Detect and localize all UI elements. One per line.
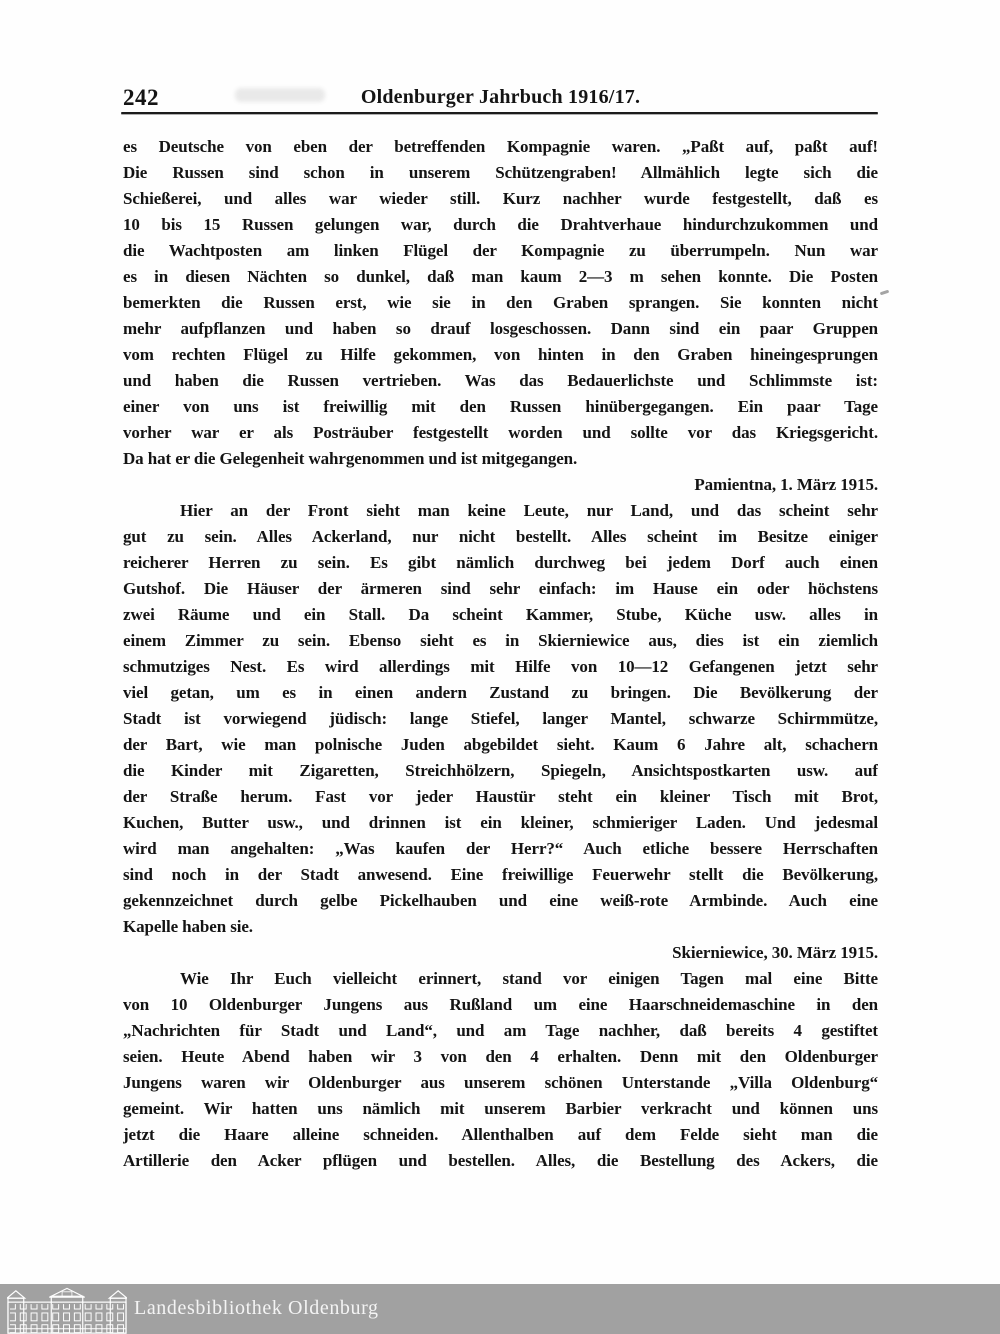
text-line: die Kinder mit Zigaretten, Streichhölzern, Spiegeln, Ansichtspostkarten usw. auf (123, 761, 878, 780)
scan-smudge-artifact (235, 88, 325, 102)
text-line: 10 bis 15 Russen gelungen war, durch die Drahtverhaue hindurchzukommen und (123, 215, 878, 234)
text-line: Da hat er die Gelegenheit wahrgenommen und ist mitgegangen. (123, 449, 578, 468)
text-line: Jungens waren wir Oldenburger aus unserem schönen Unterstande „Villa Oldenburg“ (123, 1073, 878, 1092)
text-line: gemeint. Wir hatten uns nämlich mit unserem Barbier verkracht und können uns (123, 1099, 878, 1118)
text-line: und haben die Russen vertrieben. Was das Bedauerlichste und Schlimmste ist: (123, 371, 878, 390)
text-line: mehr aufpflanzen und haben so drauf losgeschossen. Dann sind ein paar Gruppen (123, 319, 878, 338)
text-line: bemerkten die Russen erst, wie sie in den Graben sprangen. Sie konnten nicht (123, 293, 878, 312)
text-line: „Nachrichten für Stadt und Land“, und am Tage nachher, daß bereits 4 gestiftet (123, 1021, 878, 1040)
text-line: schmutziges Nest. Es wird allerdings mit Hilfe von 10—12 Gefangenen jetzt sehr (123, 657, 878, 676)
text-line: sind noch in der Stadt anwesend. Eine freiwillige Feuerwehr stellt die Bevölkerung, (123, 865, 878, 884)
text-line: jetzt die Haare alleine schneiden. Allenthalben auf dem Felde sieht man die (123, 1125, 878, 1144)
text-line: vom rechten Flügel zu Hilfe gekommen, von hinten in den Graben hineingesprungen (123, 345, 878, 364)
text-line: gut zu sein. Alles Ackerland, nur nicht bestellt. Alles scheint im Besitze einiger (123, 527, 878, 546)
text-line: zwei Räume und ein Stall. Da scheint Kammer, Stube, Küche usw. alles in (123, 605, 878, 624)
text-line: Stadt ist vorwiegend jüdisch: lange Stiefel, langer Mantel, schwarze Schirmmütze, (123, 709, 878, 728)
text-line: Pamientna, 1. März 1915. (694, 475, 878, 494)
text-line: wird man angehalten: „Was kaufen der Herr?“ Auch etliche bessere Herrschaften (123, 839, 878, 858)
text-line: Skierniewice, 30. März 1915. (672, 943, 878, 962)
text-line: es in diesen Nächten so dunkel, daß man kaum 2—3 m sehen konnte. Die Posten (123, 267, 878, 286)
text-line: Wie Ihr Euch vielleicht erinnert, stand vor einigen Tagen mal eine Bitte (180, 969, 878, 988)
text-line: Artillerie den Acker pflügen und bestellen. Alles, die Bestellung des Ackers, die (123, 1151, 878, 1170)
text-line: Schießerei, und alles war wieder still. Kurz nachher wurde festgestellt, daß es (123, 189, 878, 208)
scan-mark-artifact (880, 290, 889, 296)
text-line: Kapelle haben sie. (123, 917, 253, 936)
text-line: seien. Heute Abend haben wir 3 von den 4 erhalten. Denn mit den Oldenburger (123, 1047, 878, 1066)
text-line: vorher war er als Posträuber festgestellt worden und sollte vor das Kriegsgericht. (123, 423, 878, 442)
text-line: von 10 Oldenburger Jungens aus Rußland um eine Haarschneidemaschine in den (123, 995, 878, 1014)
text-line: der Straße herum. Fast vor jeder Haustür steht ein kleiner Tisch mit Brot, (123, 787, 878, 806)
footer-label: Landesbibliothek Oldenburg (134, 1297, 379, 1319)
text-line: viel getan, um es in einen andern Zustand zu bringen. Die Bevölkerung der (123, 683, 878, 702)
text-line: der Bart, wie man polnische Juden abgebildet sieht. Kaum 6 Jahre alt, schachern (123, 735, 878, 754)
text-line: gekennzeichnet durch gelbe Pickelhauben und eine weiß-rote Armbinde. Auch eine (123, 891, 878, 910)
text-line: Die Russen sind schon in unserem Schützengraben! Allmählich legte sich die (123, 163, 878, 182)
footer-bar (0, 1284, 1000, 1334)
text-line: einem Zimmer zu sein. Ebenso sieht es in Skierniewice aus, dies ist ein ziemlich (123, 631, 878, 650)
page-number: 242 (123, 85, 159, 110)
text-line: Gutshof. Die Häuser der ärmeren sind sehr einfach: im Hause ein oder höchstens (123, 579, 878, 598)
text-line: es Deutsche von eben der betreffenden Kompagnie waren. „Paßt auf, paßt auf! (123, 137, 878, 156)
header-rule (121, 112, 878, 114)
text-line: Kuchen, Butter usw., und drinnen ist ein kleiner, schmieriger Laden. Und jedesmal (123, 813, 878, 832)
text-line: reicherer Herren zu sein. Es gibt nämlich durchweg bei jedem Dorf auch einen (123, 553, 878, 572)
text-block (123, 134, 878, 1174)
text-line: Hier an der Front sieht man keine Leute, nur Land, und das scheint sehr (180, 501, 878, 520)
journal-title: Oldenburger Jahrbuch 1916/17. (360, 86, 641, 108)
text-line: einer von uns ist freiwillig mit den Russen hinübergegangen. Ein paar Tage (123, 397, 878, 416)
text-line: die Wachtposten am linken Flügel der Kompagnie zu überrumpeln. Nun war (123, 241, 878, 260)
library-building-icon (7, 1287, 127, 1334)
